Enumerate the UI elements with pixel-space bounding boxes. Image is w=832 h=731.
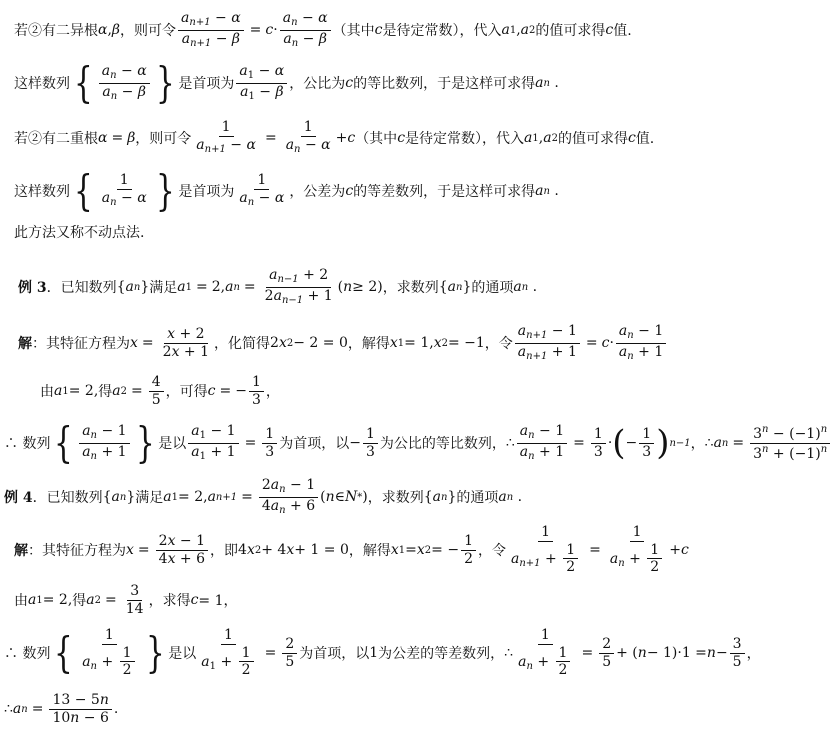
text-span: 值. [635, 131, 655, 147]
text-span: ，公比为 [289, 76, 346, 92]
text-span: ，求数列 [382, 280, 439, 296]
text-span: ∴ 数列 [4, 646, 51, 662]
example-label: 例 3 [18, 280, 47, 296]
formula-fraction: $\frac{a_n - \alpha}{a_n - \beta}$ [280, 11, 331, 49]
text-span: 为公比的等比数列， [379, 436, 506, 452]
text-span: ，化简得 [214, 336, 271, 352]
example-3-statement: 例 3 ．已知数列 { a n } 满足 a 1 = 2, a n = $\frac{a_{n-1} + 2}{2a_{n-1} + 1}$ ( n ≥ 2) ，求数列 { a n } 的通项 a n . [18, 267, 538, 306]
text-span: （其中 [355, 131, 398, 147]
solution-label: 解 [18, 336, 32, 352]
text-line-5 [14, 222, 144, 242]
text-span: 是待定常数），代入 [382, 23, 502, 39]
text-span: ：其特征方程为 [28, 543, 126, 559]
text-span: ，则可令 [135, 131, 192, 147]
text-span: 为首项，以 [279, 436, 350, 452]
text-span: （其中 [332, 23, 375, 39]
text-span: ，解得 [347, 336, 390, 352]
text-span: ．已知数列 [32, 490, 103, 506]
text-span: 的值可求得 [557, 131, 628, 147]
text-span: 若②有二异根 [14, 23, 98, 39]
text-span: 满足 [135, 490, 164, 506]
text-span: 这样数列 [14, 76, 70, 92]
text-span: ∴ 数列 [4, 436, 51, 452]
text-span: 得 [98, 384, 113, 400]
text-span: ∴ [504, 645, 514, 661]
text-span: 是以 [158, 436, 187, 452]
example-4-solution-1: 解 ：其特征方程为 x = $\frac{2x - 1}{4x + 6}$ ，即 4 x 2 + 4 x + 1 = 0 ，解得 x 1 = x 2 = − $\frac{1}{2}$ ，令 1 $a_{n+1}$ + $\frac{1}{2}$ = 1 $a_n$ + $\frac{1}{2}$ + c [14, 523, 689, 576]
text-span: 满足 [149, 280, 178, 296]
example-3-solution-1: 解 ：其特征方程为 x = $\frac{x + 2}{2x + 1}$ ，化简得 2 x 2 − 2 = 0 ，解得 x 1 = 1, x 2 = −1 ，令 $\frac{a_{n+1} - 1}{a_{n+1} + 1}$ = c · $\frac{a_n - 1}{a_n + 1}$ [18, 322, 668, 364]
example-4-statement: 例 4 ．已知数列 { a n } 满足 a 1 = 2, a n+1 = $\frac{2a_n - 1}{4a_n + 6}$ ( n ∈ N * ) ，求数列 { a n } 的通项 a n . [4, 477, 523, 516]
example-3-solution-3: ∴ 数列 { $\frac{a_n - 1}{a_n + 1}$ } 是以 $\frac{a_1 - 1}{a_1 + 1}$ = $\frac{1}{3}$ 为首项，以 − $\frac{1}{3}$ 为公比的等比数列， ∴ $\frac{a_n - 1}{a_n + 1}$ = $\frac{1}{3}$ · ( − $\frac{1}{3}$ ) n−1 ， ∴ a n = $\frac{3^n - (-1)^n}{3^n + (-1)^n}$ [4, 418, 832, 468]
solution-label: 解 [14, 543, 28, 559]
text-span: 为首项，以 [299, 646, 370, 662]
example-4-solution-2: 由 a 1 = 2, 得 a 2 = $\frac{3}{14}$ ，求得 c = 1， [14, 582, 238, 617]
example-4-solution-3: ∴ 数列 { 1 $a_n$ + $\frac{1}{2}$ } 是以 1 $a_1$ + $\frac{1}{2}$ = $\frac{2}{5}$ 为首项，以 1 为公差的等差数列， ∴ 1 $a_n$ + $\frac{1}{2}$ = $\frac{2}{5}$ + ( n − 1)·1 = n − $\frac{3}{5}$ ， [4, 626, 761, 679]
text-span: 得 [72, 593, 87, 609]
text-line-2: 这样数列 { $\frac{a_n - \alpha}{a_n - \beta}$ } 是首项为 $\frac{a_1 - \alpha}{a_1 - \beta}$ ，公比为 c 的等比数列，于是这样可求得 a n . [14, 58, 559, 107]
text-span: ∴ [704, 435, 714, 451]
text-span: ．已知数列 [46, 280, 117, 296]
text-span: ，求数列 [367, 490, 424, 506]
text-span: 的等比数列，于是这样可求得 [353, 76, 536, 92]
text-line-4: 这样数列 { $\frac{1}{a_n - \alpha}$ } 是首项为 $\frac{1}{a_n - \alpha}$ ，公差为 c 的等差数列，于是这样可求得 a n . [14, 166, 559, 215]
text-span: 的通项 [456, 490, 499, 506]
text-line-3: 若②有二重根 α = β ，则可令 $\frac{1}{a_{n+1} - \alpha}$ = $\frac{1}{a_n - \alpha}$ + c （其中 c 是待定常数），代入 a 1 , a 2 的值可求得 c 值. [14, 119, 655, 156]
text-span: ，即 [210, 543, 239, 559]
text-span: 由 [40, 384, 54, 400]
text-span: 为公差的等差数列， [378, 646, 505, 662]
text-span: ，令 [484, 336, 513, 352]
text-span: ∴ [505, 435, 515, 451]
example-4-solution-4: ∴ a n = $\frac{13 - 5n}{10n - 6}$ . [4, 691, 119, 726]
text-span: ，令 [478, 543, 506, 559]
text-span: 是以 [168, 646, 197, 662]
formula-fraction: $\frac{a_{n+1} - \alpha}{a_{n+1} - \beta}$ [178, 11, 244, 49]
text-span: 由 [14, 593, 28, 609]
text-span: ∴ [4, 701, 13, 717]
text-span: 这样数列 [14, 184, 70, 200]
text-span: ，公差为 [289, 184, 346, 200]
example-3-solution-2: 由 a 1 = 2, 得 a 2 = $\frac{4}{5}$ ，可得 c = − $\frac{1}{3}$ ， [40, 373, 280, 408]
text-span: 是待定常数），代入 [405, 131, 525, 147]
text-span: 此方法又称不动点法. [14, 225, 145, 241]
text-span: 若②有二重根 [14, 131, 98, 147]
text-line-1: 若②有二异根 α , β ，则可令 $\frac{a_{n+1} - \alpha}{a_{n+1} - \beta}$ = c · $\frac{a_n - \alpha}{a_n - \beta}$ （其中 c 是待定常数），代入 a 1 , a 2 的值可求得 c 值. [14, 10, 632, 49]
text-span: 的通项 [471, 280, 514, 296]
text-span: 值. [613, 23, 632, 39]
text-span: ，则可令 [120, 23, 177, 39]
text-span: ，可得 [165, 384, 208, 400]
text-span: ，求得 [148, 593, 191, 609]
text-span: 是首项为 [178, 184, 235, 200]
text-span: ：其特征方程为 [32, 336, 130, 352]
text-span: 的值可求得 [535, 23, 606, 39]
text-span: 是首项为 [178, 76, 235, 92]
text-span: ，解得 [348, 543, 391, 559]
text-span: 的等差数列，于是这样可求得 [353, 184, 536, 200]
example-label: 例 4 [4, 490, 33, 506]
